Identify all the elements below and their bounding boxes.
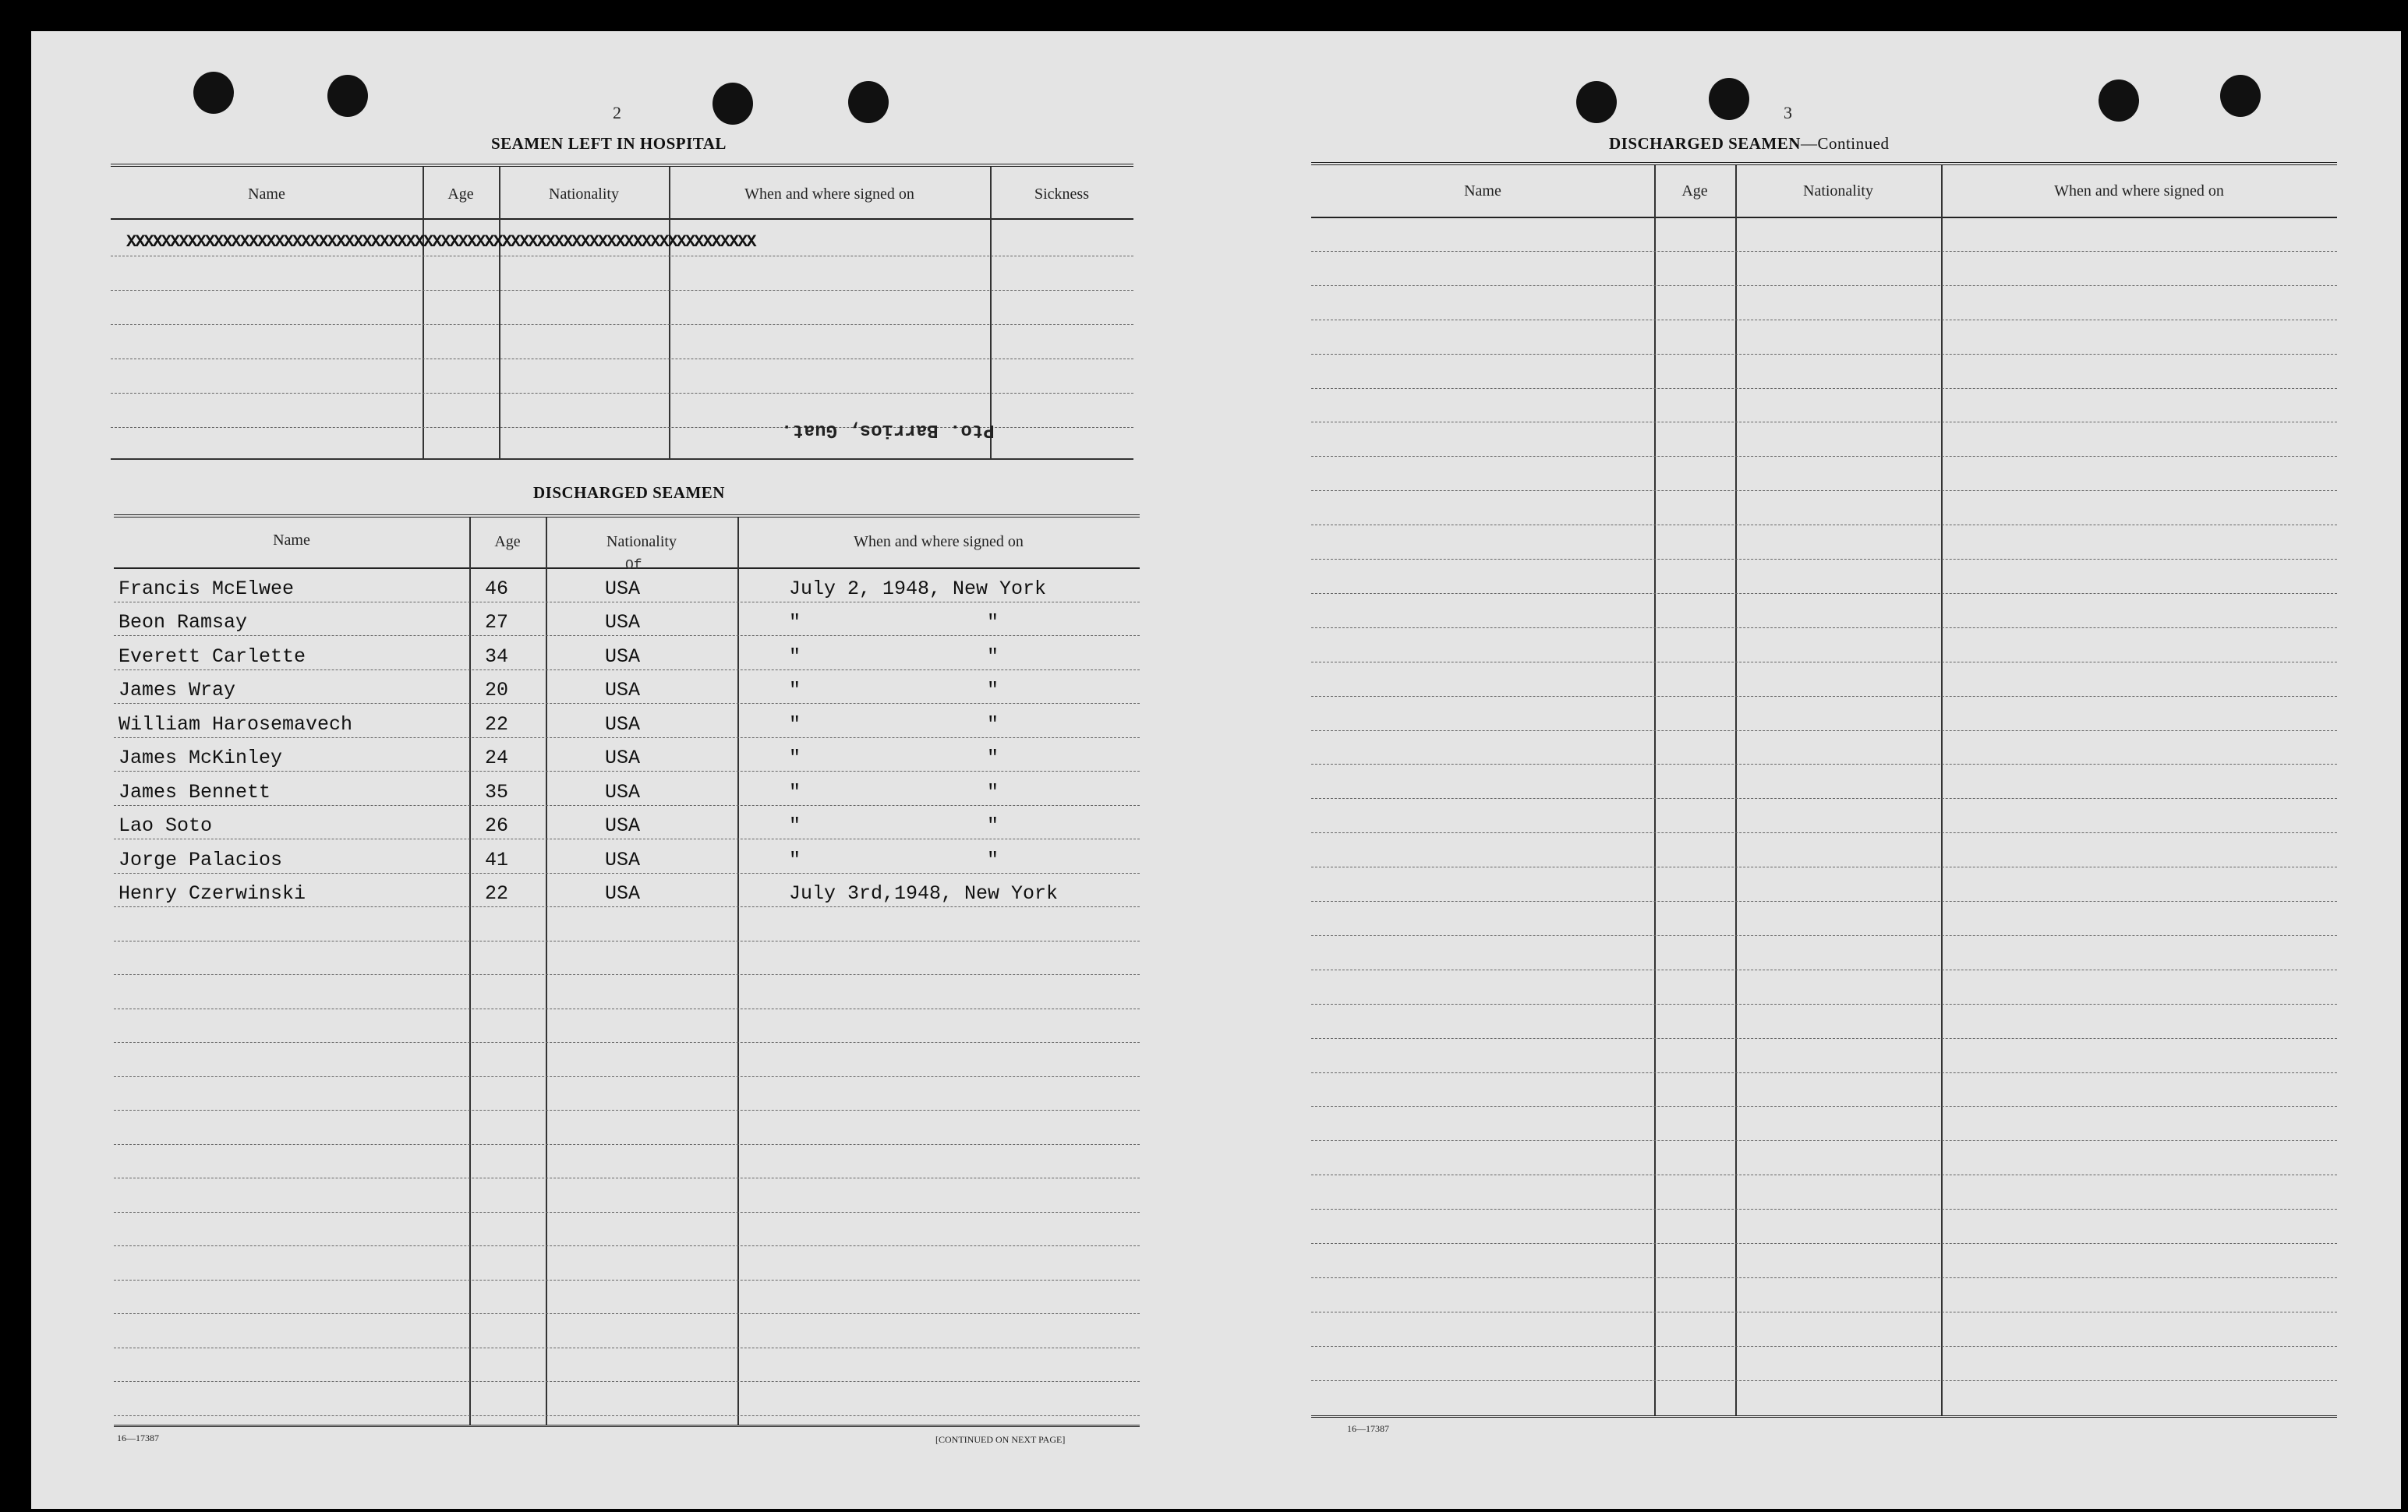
seaman-age: 27 xyxy=(485,611,509,634)
col-header-name: Name xyxy=(248,185,285,203)
row-line xyxy=(1311,1209,2337,1210)
column-divider xyxy=(1654,165,1656,1415)
col-header-nationality: Nationality xyxy=(549,185,619,203)
page-number: 3 xyxy=(1784,103,1792,122)
discharged-continued-title xyxy=(1609,134,1889,154)
col-header-signed-on: When and where signed on xyxy=(744,185,914,203)
column-divider xyxy=(1941,165,1943,1415)
seaman-age: 22 xyxy=(485,882,509,905)
row-line xyxy=(114,1076,1140,1077)
seaman-age: 46 xyxy=(485,577,509,600)
column-divider xyxy=(990,167,992,460)
col-header-age: Age xyxy=(447,185,474,203)
row-line xyxy=(1311,696,2337,697)
seaman-name: Lao Soto xyxy=(118,814,213,837)
signed-place: " xyxy=(987,848,999,871)
row-line xyxy=(1311,1140,2337,1141)
row-line xyxy=(114,1280,1140,1281)
column-divider xyxy=(423,167,424,460)
signed-on: " xyxy=(789,747,801,769)
row-line xyxy=(1311,251,2337,252)
col-header-name: Name xyxy=(273,532,310,549)
seaman-nationality: USA xyxy=(605,577,641,600)
discharged-table xyxy=(114,514,1140,1428)
seaman-name: Everett Carlette xyxy=(118,645,306,668)
row-line xyxy=(1311,1038,2337,1039)
signed-place: " xyxy=(987,814,999,837)
column-divider xyxy=(669,167,670,460)
seaman-name: Jorge Palacios xyxy=(118,848,283,871)
table-header xyxy=(1311,165,2337,218)
seaman-age: 35 xyxy=(485,780,509,804)
row-line xyxy=(111,324,1133,325)
row-line xyxy=(1311,1106,2337,1107)
signed-place: " xyxy=(987,747,999,769)
row-line xyxy=(1311,354,2337,355)
row-line xyxy=(1311,798,2337,799)
row-line xyxy=(1311,832,2337,833)
row-line xyxy=(114,974,1140,975)
row-line xyxy=(114,1415,1140,1416)
hospital-table xyxy=(111,164,1133,463)
row-line xyxy=(1311,1004,2337,1005)
signed-on: July 3rd,1948, New York xyxy=(789,882,1059,905)
table-row xyxy=(114,703,1140,737)
seaman-name: James Bennett xyxy=(118,780,271,804)
seaman-nationality: USA xyxy=(605,848,641,871)
seaman-nationality: USA xyxy=(605,611,641,634)
table-bottom-rule xyxy=(1311,1415,2337,1418)
row-line xyxy=(1311,730,2337,731)
seaman-age: 20 xyxy=(485,679,509,701)
row-line xyxy=(114,1381,1140,1382)
seaman-name: Henry Czerwinski xyxy=(118,882,306,905)
table-row xyxy=(114,737,1140,772)
continued-note: [CONTINUED ON NEXT PAGE] xyxy=(935,1434,1066,1445)
table-row xyxy=(114,669,1140,704)
row-line xyxy=(1311,1380,2337,1381)
signed-on: " xyxy=(789,679,801,701)
seaman-name: Francis McElwee xyxy=(118,577,295,600)
seaman-name: William Harosemavech xyxy=(118,712,353,736)
col-header-age: Age xyxy=(1681,182,1708,200)
row-line xyxy=(114,1313,1140,1314)
row-line xyxy=(1311,559,2337,560)
seaman-age: 41 xyxy=(485,848,509,871)
signed-on: " xyxy=(789,814,801,837)
table-row xyxy=(114,805,1140,839)
column-divider xyxy=(1735,165,1737,1415)
col-header-nationality: Nationality xyxy=(606,533,677,550)
seaman-nationality: USA xyxy=(605,645,641,668)
table-row xyxy=(114,602,1140,636)
left-page xyxy=(31,31,1216,1509)
row-line xyxy=(114,1042,1140,1043)
title-main: DISCHARGED SEAMEN xyxy=(1609,134,1801,153)
seaman-age: 34 xyxy=(485,645,509,668)
title-continued: —Continued xyxy=(1800,134,1890,153)
seaman-age: 24 xyxy=(485,747,509,769)
table-row xyxy=(114,839,1140,873)
col-header-signed-on: When and where signed on xyxy=(2054,182,2224,200)
struck-out-entry: XXXXXXXXXXXXXXXXXXXXXXXXXXXXXXXXXXXXXXXXXXXXXXXXXXXXXXXXXXXXXXXXXXXXXXXX xyxy=(126,232,755,252)
seaman-nationality: USA xyxy=(605,747,641,769)
seaman-name: James McKinley xyxy=(118,747,283,769)
table-row xyxy=(114,771,1140,805)
seaman-nationality: USA xyxy=(605,712,641,736)
row-line xyxy=(1311,1277,2337,1278)
seaman-name: James Wray xyxy=(118,679,236,701)
row-line xyxy=(1311,593,2337,594)
signed-place: " xyxy=(987,712,999,736)
col-header-name: Name xyxy=(1464,182,1501,200)
discharged-section-title: DISCHARGED SEAMEN xyxy=(533,483,725,502)
discharged-continued-table xyxy=(1311,162,2337,1418)
row-line xyxy=(114,1212,1140,1213)
row-line xyxy=(1311,490,2337,491)
seaman-name: Beon Ramsay xyxy=(118,611,248,634)
col-header-signed-on: When and where signed on xyxy=(854,533,1024,550)
row-line xyxy=(1311,627,2337,628)
col-header-nationality: Nationality xyxy=(1803,182,1873,200)
signed-on: " xyxy=(789,712,801,736)
inverted-typed-note: Pto. Barrios, Guat. xyxy=(781,419,995,440)
signed-place: " xyxy=(987,780,999,804)
signed-place: " xyxy=(987,645,999,668)
row-line xyxy=(1311,1243,2337,1244)
row-line xyxy=(1311,456,2337,457)
form-number: 16—17387 xyxy=(1347,1423,1389,1434)
seaman-nationality: USA xyxy=(605,780,641,804)
seaman-age: 26 xyxy=(485,814,509,837)
col-header-sickness: Sickness xyxy=(1034,185,1089,203)
row-line xyxy=(114,1144,1140,1145)
document-sheet xyxy=(31,31,2401,1509)
seaman-nationality: USA xyxy=(605,882,641,905)
row-line xyxy=(111,290,1133,291)
row-line xyxy=(1311,764,2337,765)
col-header-age: Age xyxy=(494,533,521,550)
row-line xyxy=(1311,388,2337,389)
nationality-overtype: Of xyxy=(625,558,642,574)
seaman-nationality: USA xyxy=(605,814,641,837)
row-line xyxy=(111,393,1133,394)
row-line xyxy=(1311,285,2337,286)
signed-on: " xyxy=(789,780,801,804)
form-number: 16—17387 xyxy=(117,1433,159,1443)
signed-place: " xyxy=(987,611,999,634)
seaman-age: 22 xyxy=(485,712,509,736)
seaman-nationality: USA xyxy=(605,679,641,701)
table-row xyxy=(114,635,1140,669)
row-line xyxy=(114,1110,1140,1111)
row-line xyxy=(1311,1072,2337,1073)
table-header xyxy=(111,167,1133,220)
row-line xyxy=(1311,1346,2337,1347)
column-divider xyxy=(499,167,500,460)
table-row xyxy=(114,567,1140,602)
table-bottom-rule xyxy=(114,1425,1140,1427)
signed-on: " xyxy=(789,611,801,634)
signed-place: " xyxy=(987,679,999,701)
row-line xyxy=(1311,901,2337,902)
row-line xyxy=(1311,935,2337,936)
right-page xyxy=(1278,31,2385,1509)
row-line xyxy=(111,458,1133,460)
row-line xyxy=(114,1245,1140,1246)
hospital-section-title: SEAMEN LEFT IN HOSPITAL xyxy=(491,134,727,153)
page-number: 2 xyxy=(613,103,621,122)
signed-on: July 2, 1948, New York xyxy=(789,577,1047,600)
signed-on: " xyxy=(789,645,801,668)
signed-on: " xyxy=(789,848,801,871)
row-line xyxy=(114,906,1140,907)
table-row xyxy=(114,873,1140,907)
